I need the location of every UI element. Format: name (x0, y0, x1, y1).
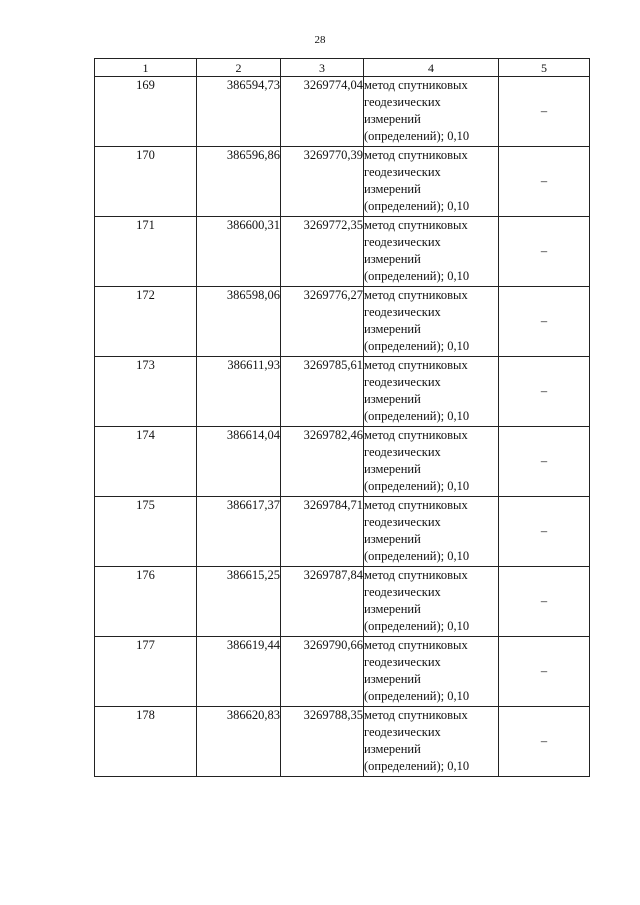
method-line: геодезических (364, 725, 441, 739)
y-coordinate-cell: 3269774,04 (281, 77, 364, 147)
method-line: (определений); 0,10 (364, 549, 470, 563)
table-row (95, 147, 590, 217)
column-header: 3 (281, 59, 364, 77)
method-line: измерений (364, 742, 421, 756)
method-line: геодезических (364, 375, 441, 389)
method-cell (364, 707, 499, 777)
method-line: измерений (364, 672, 421, 686)
method-cell (364, 147, 499, 217)
method-line: геодезических (364, 515, 441, 529)
note-cell: – (499, 497, 590, 567)
point-number-cell: 176 (95, 567, 197, 637)
method-line: метод спутниковых (364, 568, 468, 582)
method-line: геодезических (364, 655, 441, 669)
method-line: геодезических (364, 235, 441, 249)
note-cell: – (499, 357, 590, 427)
method-line: геодезических (364, 585, 441, 599)
x-coordinate-cell: 386614,04 (197, 427, 281, 497)
method-line: (определений); 0,10 (364, 409, 470, 423)
y-coordinate-cell: 3269785,61 (281, 357, 364, 427)
method-line: (определений); 0,10 (364, 339, 470, 353)
x-coordinate-cell: 386594,73 (197, 77, 281, 147)
x-coordinate-cell: 386617,37 (197, 497, 281, 567)
point-number-cell: 178 (95, 707, 197, 777)
column-header: 2 (197, 59, 281, 77)
table-row (95, 707, 590, 777)
column-header: 1 (95, 59, 197, 77)
method-line: геодезических (364, 95, 441, 109)
y-coordinate-cell: 3269782,46 (281, 427, 364, 497)
method-line: измерений (364, 462, 421, 476)
point-number-cell: 169 (95, 77, 197, 147)
method-line: геодезических (364, 165, 441, 179)
method-line: (определений); 0,10 (364, 479, 470, 493)
note-cell: – (499, 77, 590, 147)
method-line: метод спутниковых (364, 78, 468, 92)
table-row (95, 567, 590, 637)
point-number-cell: 174 (95, 427, 197, 497)
method-line: (определений); 0,10 (364, 689, 470, 703)
method-line: метод спутниковых (364, 148, 468, 162)
point-number-cell: 171 (95, 217, 197, 287)
table-row (95, 427, 590, 497)
y-coordinate-cell: 3269787,84 (281, 567, 364, 637)
y-coordinate-cell: 3269790,66 (281, 637, 364, 707)
y-coordinate-cell: 3269776,27 (281, 287, 364, 357)
table-body (95, 77, 590, 777)
y-coordinate-cell: 3269770,39 (281, 147, 364, 217)
method-line: геодезических (364, 305, 441, 319)
method-cell (364, 567, 499, 637)
x-coordinate-cell: 386596,86 (197, 147, 281, 217)
x-coordinate-cell: 386598,06 (197, 287, 281, 357)
note-cell: – (499, 217, 590, 287)
note-cell: – (499, 707, 590, 777)
method-cell (364, 77, 499, 147)
table-row (95, 217, 590, 287)
method-line: измерений (364, 322, 421, 336)
method-cell (364, 637, 499, 707)
method-cell (364, 287, 499, 357)
column-header: 5 (499, 59, 590, 77)
method-line: метод спутниковых (364, 708, 468, 722)
note-cell: – (499, 147, 590, 217)
point-number-cell: 170 (95, 147, 197, 217)
note-cell: – (499, 567, 590, 637)
method-cell (364, 357, 499, 427)
method-line: измерений (364, 532, 421, 546)
method-line: метод спутниковых (364, 498, 468, 512)
point-number-cell: 172 (95, 287, 197, 357)
method-cell (364, 427, 499, 497)
method-line: измерений (364, 602, 421, 616)
x-coordinate-cell: 386611,93 (197, 357, 281, 427)
x-coordinate-cell: 386620,83 (197, 707, 281, 777)
method-line: метод спутниковых (364, 358, 468, 372)
method-line: измерений (364, 392, 421, 406)
method-line: (определений); 0,10 (364, 619, 470, 633)
method-line: (определений); 0,10 (364, 199, 470, 213)
table-row (95, 357, 590, 427)
method-line: метод спутниковых (364, 288, 468, 302)
point-number-cell: 177 (95, 637, 197, 707)
method-line: измерений (364, 182, 421, 196)
point-number-cell: 175 (95, 497, 197, 567)
method-line: (определений); 0,10 (364, 129, 470, 143)
coordinates-table (94, 58, 590, 777)
x-coordinate-cell: 386619,44 (197, 637, 281, 707)
point-number-cell: 173 (95, 357, 197, 427)
method-cell (364, 497, 499, 567)
x-coordinate-cell: 386615,25 (197, 567, 281, 637)
method-line: метод спутниковых (364, 428, 468, 442)
note-cell: – (499, 287, 590, 357)
table-row (95, 287, 590, 357)
column-header: 4 (364, 59, 499, 77)
page-number: 28 (314, 34, 326, 46)
table-row (95, 497, 590, 567)
y-coordinate-cell: 3269788,35 (281, 707, 364, 777)
table-header-row (95, 59, 590, 77)
method-line: (определений); 0,10 (364, 269, 470, 283)
method-line: метод спутниковых (364, 638, 468, 652)
x-coordinate-cell: 386600,31 (197, 217, 281, 287)
method-line: измерений (364, 112, 421, 126)
y-coordinate-cell: 3269772,35 (281, 217, 364, 287)
method-line: (определений); 0,10 (364, 759, 470, 773)
table-row (95, 637, 590, 707)
y-coordinate-cell: 3269784,71 (281, 497, 364, 567)
method-line: измерений (364, 252, 421, 266)
note-cell: – (499, 637, 590, 707)
note-cell: – (499, 427, 590, 497)
table-row (95, 77, 590, 147)
method-line: геодезических (364, 445, 441, 459)
method-cell (364, 217, 499, 287)
method-line: метод спутниковых (364, 218, 468, 232)
